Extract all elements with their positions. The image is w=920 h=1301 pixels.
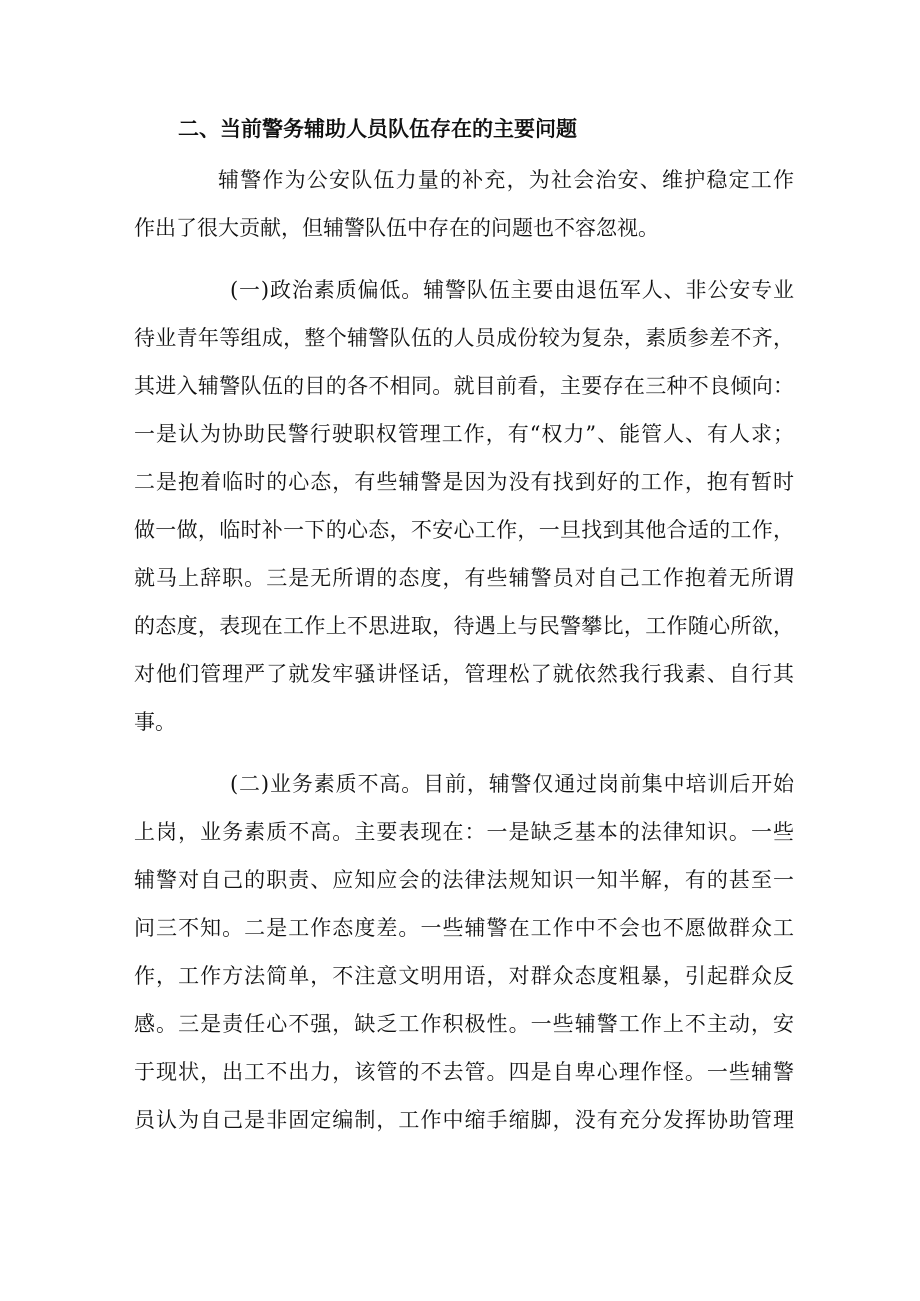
paragraph-political-line: 对他们管理严了就发牢骚讲怪话，管理松了就依然我行我素、自行其 [134,662,794,686]
paragraph-intro-line: 作出了很大贡献，但辅警队伍中存在的问题也不容忽视。 [134,216,659,240]
paragraph-intro-line: 辅警作为公安队伍力量的补充，为社会治安、维护稳定工作 [218,168,794,192]
paragraph-professional-line: 员认为自己是非固定编制，工作中缩手缩脚，没有充分发挥协助管理 [134,1108,794,1132]
paragraph-political-line: 待业青年等组成，整个辅警队伍的人员成份较为复杂，素质参差不齐， [134,326,794,350]
paragraph-professional-line: 于现状，出工不出力，该管的不去管。四是自卑心理作怪。一些辅警 [134,1060,794,1084]
paragraph-professional-line: 上岗，业务素质不高。主要表现在：一是缺乏基本的法律知识。一些 [134,820,794,844]
paragraph-political-line: 做一做，临时补一下的心态，不安心工作，一旦找到其他合适的工作， [134,518,794,542]
paragraph-political-line: 一是认为协助民警行驶职权管理工作，有“权力”、能管人、有人求； [134,422,794,446]
paragraph-political-line: (一)政治素质偏低。辅警队伍主要由退伍军人、非公安专业 [230,278,794,302]
section-heading: 二、当前警务辅助人员队伍存在的主要问题 [178,117,577,141]
paragraph-professional-line: 辅警对自己的职责、应知应会的法律法规知识一知半解，有的甚至一 [134,868,794,892]
paragraph-professional-line: 问三不知。二是工作态度差。一些辅警在工作中不会也不愿做群众工 [134,916,794,940]
paragraph-political-line: 二是抱着临时的心态，有些辅警是因为没有找到好的工作，抱有暂时 [134,470,794,494]
paragraph-professional-line: (二)业务素质不高。目前，辅警仅通过岗前集中培训后开始 [230,772,794,796]
paragraph-political-line: 的态度，表现在工作上不思进取，待遇上与民警攀比，工作随心所欲， [134,614,794,638]
paragraph-political-line: 事。 [134,710,176,734]
paragraph-political-line: 就马上辞职。三是无所谓的态度，有些辅警员对自己工作抱着无所谓 [134,566,794,590]
paragraph-professional-line: 作，工作方法简单，不注意文明用语，对群众态度粗暴，引起群众反 [134,964,794,988]
paragraph-professional-line: 感。三是责任心不强，缺乏工作积极性。一些辅警工作上不主动，安 [134,1012,794,1036]
paragraph-political-line: 其进入辅警队伍的目的各不相同。就目前看，主要存在三种不良倾向： [134,374,794,398]
